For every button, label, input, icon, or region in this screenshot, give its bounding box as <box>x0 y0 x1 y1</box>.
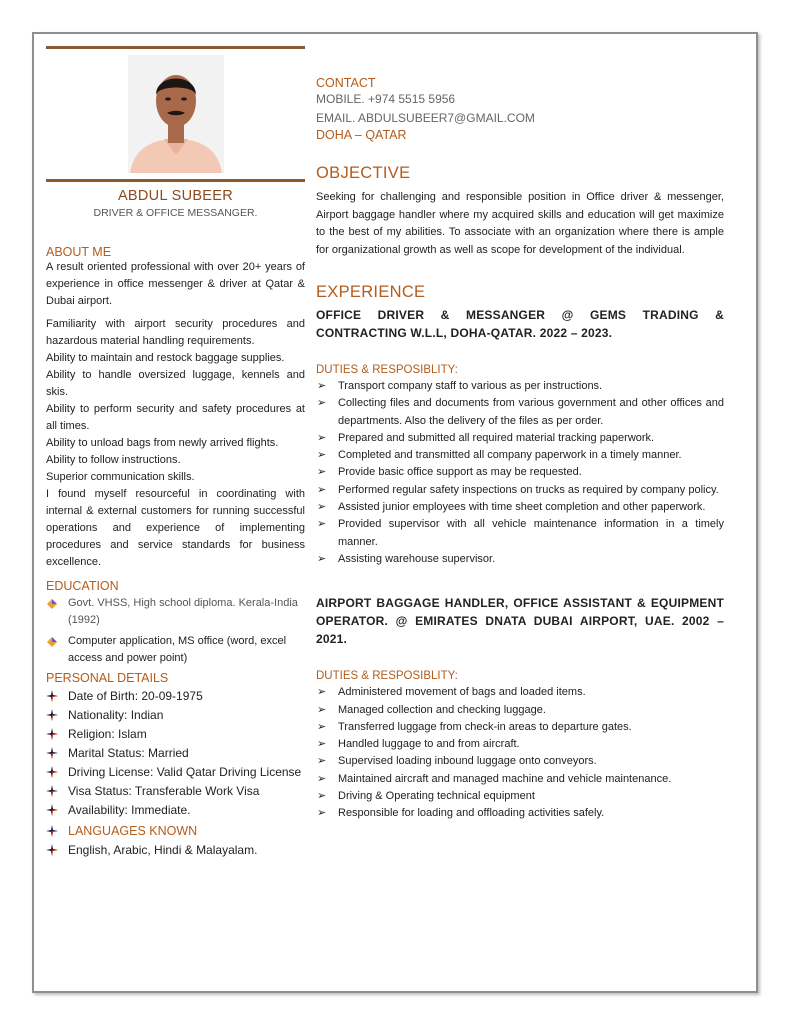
education-item: Govt. VHSS, High school diploma. Kerala-India (1992) <box>68 597 298 626</box>
objective-text: Seeking for challenging and responsible position in Office driver & messenger, Airport baggage handler where my acquired skills and education will get maximize to the best of my abilities. To associate with an organization where there is ample for organizational growth as well as scope for development of the individual. <box>316 191 724 256</box>
arrow-bullet-icon: ➢ <box>317 397 327 410</box>
personal-item: Visa Status: Transferable Work Visa <box>68 784 260 798</box>
about-skill: I found myself resourceful in coordinating with internal & external customers for running successful operations and experience of implementing procedures and service standards for business excellence. <box>46 488 305 568</box>
star-arrow-icon <box>46 766 58 778</box>
languages-value: English, Arabic, Hindi & Malayalam. <box>68 843 258 857</box>
personal-item: Date of Birth: 20-09-1975 <box>68 689 203 703</box>
star-arrow-icon <box>46 690 58 702</box>
duty-text: Prepared and submitted all required material tracking paperwork. <box>338 431 655 444</box>
about-skill: Superior communication skills. <box>46 471 195 483</box>
arrow-bullet-icon: ➢ <box>317 483 327 496</box>
star-arrow-icon <box>46 844 58 856</box>
duty-text: Assisting warehouse supervisor. <box>338 552 496 565</box>
duty-text: Provided supervisor with all vehicle maintenance information in a timely manner. <box>338 518 724 548</box>
duties-heading: DUTIES & RESPOSIBLITY: <box>316 670 458 683</box>
education-list <box>46 595 305 667</box>
list-item <box>316 771 724 788</box>
list-item <box>316 378 724 395</box>
languages-heading: LANGUAGES KNOWN <box>68 824 198 838</box>
about-skill: Ability to follow instructions. <box>46 454 181 466</box>
list-item <box>316 753 724 770</box>
list-item <box>316 430 724 447</box>
list-item <box>316 482 724 499</box>
arrow-bullet-icon: ➢ <box>317 518 327 531</box>
diamond-icon <box>46 636 58 648</box>
star-arrow-icon <box>46 728 58 740</box>
duty-text: Transport company staff to various as per instructions. <box>338 380 603 392</box>
duty-text: Transferred luggage from check-in areas to departure gates. <box>338 720 632 733</box>
education-heading: EDUCATION <box>46 579 119 593</box>
experience-heading: EXPERIENCE <box>316 283 426 301</box>
duty-text: Administered movement of bags and loaded items. <box>338 686 586 699</box>
education-item: Computer application, MS office (word, excel access and power point) <box>68 635 287 664</box>
duty-text: Managed collection and checking luggage. <box>338 703 546 716</box>
about-skill: Ability to perform security and safety procedures at all times. <box>46 403 305 432</box>
candidate-title: DRIVER & OFFICE MESSANGER. <box>93 207 258 219</box>
list-item <box>46 763 305 782</box>
list-item <box>316 516 724 551</box>
duty-text: Driving & Operating technical equipment <box>338 790 535 803</box>
duties-list <box>316 378 724 568</box>
arrow-bullet-icon: ➢ <box>317 772 327 785</box>
duty-text: Provide basic office support as may be requested. <box>338 466 582 479</box>
arrow-bullet-icon: ➢ <box>317 466 327 479</box>
arrow-bullet-icon: ➢ <box>317 380 327 392</box>
list-item <box>46 687 305 706</box>
objective-heading: OBJECTIVE <box>316 164 411 182</box>
duties-heading: DUTIES & RESPOSIBLITY: <box>316 364 458 376</box>
top-rule <box>46 46 305 49</box>
duty-text: Supervised loading inbound luggage onto conveyors. <box>338 755 597 768</box>
contact-heading: CONTACT <box>316 76 376 90</box>
contact-mobile: MOBILE. +974 5515 5956 <box>316 92 456 106</box>
personal-item: Nationality: Indian <box>68 708 164 722</box>
list-item <box>46 595 305 629</box>
arrow-bullet-icon: ➢ <box>317 790 327 803</box>
star-arrow-icon <box>46 804 58 816</box>
arrow-bullet-icon: ➢ <box>317 755 327 768</box>
personal-item: Marital Status: Married <box>68 746 189 760</box>
list-item <box>316 719 724 736</box>
about-heading: ABOUT ME <box>46 245 112 259</box>
list-item <box>316 702 724 719</box>
resume-page <box>32 32 758 993</box>
arrow-bullet-icon: ➢ <box>317 552 327 565</box>
star-arrow-icon <box>46 709 58 721</box>
duty-text: Responsible for loading and offloading activities safely. <box>338 807 605 820</box>
list-item <box>316 499 724 516</box>
duty-text: Performed regular safety inspections on trucks as required by company policy. <box>338 483 719 496</box>
personal-heading: PERSONAL DETAILS <box>46 671 169 685</box>
list-item <box>316 736 724 753</box>
list-item <box>46 822 305 841</box>
about-skill: Ability to handle oversized luggage, kennels and skis. <box>46 369 305 398</box>
job-title: AIRPORT BAGGAGE HANDLER, OFFICE ASSISTANT & EQUIPMENT OPERATOR. @ EMIRATES DNATA DUBAI AIRPORT, UAE. 2002 – 2021. <box>316 596 724 647</box>
arrow-bullet-icon: ➢ <box>317 449 327 462</box>
about-skill: Ability to unload bags from newly arrived flights. <box>46 437 279 449</box>
list-item <box>316 788 724 805</box>
contact-email: EMAIL. ABDULSUBEER7@GMAIL.COM <box>316 111 535 125</box>
about-intro: A result oriented professional with over 20+ years of experience in office messenger & driver at Qatar & Dubai airport. <box>46 261 305 307</box>
personal-item: Religion: Islam <box>68 727 147 741</box>
arrow-bullet-icon: ➢ <box>317 703 327 716</box>
arrow-bullet-icon: ➢ <box>317 807 327 820</box>
arrow-bullet-icon: ➢ <box>317 738 327 751</box>
about-skill: Familiarity with airport security procedures and hazardous material handling requirements. <box>46 318 305 347</box>
profile-photo <box>128 55 224 173</box>
left-column <box>46 46 305 860</box>
list-item <box>316 447 724 464</box>
duty-text: Completed and transmitted all company paperwork in a timely manner. <box>338 449 682 462</box>
list-item <box>46 841 305 860</box>
list-item <box>316 805 724 822</box>
arrow-bullet-icon: ➢ <box>317 501 327 514</box>
personal-item: Availability: Immediate. <box>68 803 191 817</box>
list-item <box>46 633 305 667</box>
personal-list <box>46 687 305 860</box>
contact-location: DOHA – QATAR <box>316 128 407 142</box>
duty-text: Handled luggage to and from aircraft. <box>338 738 520 751</box>
personal-item: Driving License: Valid Qatar Driving License <box>68 765 302 779</box>
duty-text: Collecting files and documents from various government and other offices and departments. Also the delivery of the files as per order. <box>338 397 724 427</box>
list-item <box>46 744 305 763</box>
arrow-bullet-icon: ➢ <box>317 686 327 699</box>
list-item <box>46 782 305 801</box>
list-item <box>316 551 724 568</box>
list-item <box>46 801 305 820</box>
list-item <box>316 395 724 430</box>
photo-rule <box>46 179 305 182</box>
right-column <box>316 76 724 823</box>
star-arrow-icon <box>46 747 58 759</box>
duty-text: Maintained aircraft and managed machine and vehicle maintenance. <box>338 772 672 785</box>
list-item <box>316 464 724 481</box>
duties-list <box>316 684 724 822</box>
list-item <box>316 684 724 701</box>
list-item <box>46 725 305 744</box>
arrow-bullet-icon: ➢ <box>317 720 327 733</box>
duty-text: Assisted junior employees with time sheet completion and other paperwork. <box>338 501 706 514</box>
list-item <box>46 706 305 725</box>
about-skill: Ability to maintain and restock baggage supplies. <box>46 352 285 364</box>
star-arrow-icon <box>46 785 58 797</box>
job-title: OFFICE DRIVER & MESSANGER @ GEMS TRADING & CONTRACTING W.L.L, DOHA-QATAR. 2022 – 2023. <box>316 308 724 340</box>
arrow-bullet-icon: ➢ <box>317 431 327 444</box>
candidate-name: ABDUL SUBEER <box>117 188 234 204</box>
star-arrow-icon <box>46 825 58 837</box>
diamond-icon <box>46 598 58 610</box>
